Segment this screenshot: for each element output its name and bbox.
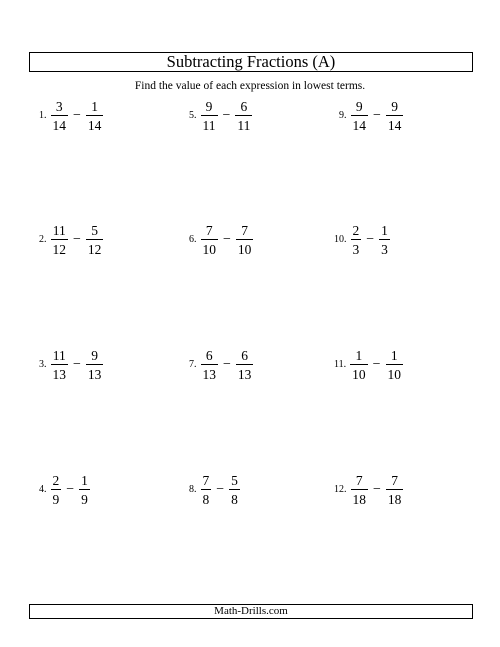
numerator: 9 (391, 99, 399, 114)
fraction-a (51, 223, 69, 257)
minus-sign: − (73, 357, 81, 372)
fraction-a (201, 223, 219, 257)
denominator: 10 (202, 242, 216, 257)
problem-number: 3. (39, 359, 47, 370)
fraction-bar (51, 115, 69, 116)
denominator: 9 (81, 492, 88, 507)
fraction-a (351, 223, 362, 257)
problem-3 (39, 345, 103, 385)
problem-number: 2. (39, 234, 47, 245)
denominator: 12 (52, 242, 66, 257)
fraction-a (351, 99, 369, 133)
fraction-bar (350, 364, 368, 365)
problem-number: 4. (39, 484, 47, 495)
fraction-b (86, 348, 104, 382)
fraction-bar (386, 115, 404, 116)
numerator: 5 (91, 223, 99, 238)
fraction-bar (201, 239, 219, 240)
fraction-a (201, 99, 218, 133)
denominator: 13 (202, 367, 216, 382)
minus-sign: − (223, 357, 231, 372)
numerator: 6 (241, 348, 249, 363)
fraction-b (229, 473, 240, 507)
fraction-bar (79, 489, 90, 490)
numerator: 1 (390, 348, 398, 363)
numerator: 3 (55, 99, 63, 114)
problem-number: 10. (334, 234, 347, 245)
fraction-bar (201, 489, 212, 490)
denominator: 13 (237, 367, 252, 382)
instructions: Find the value of each expression in lowest terms. (134, 80, 366, 92)
fraction-b (236, 223, 254, 257)
fraction-bar (351, 489, 369, 490)
numerator: 11 (52, 223, 66, 238)
fraction-a (351, 473, 369, 507)
fraction-b (386, 99, 404, 133)
denominator: 13 (87, 367, 102, 382)
numerator: 1 (355, 348, 363, 363)
fraction-bar (51, 364, 69, 365)
problem-number: 1. (39, 110, 47, 121)
fraction-bar (86, 115, 104, 116)
problem-number: 8. (189, 484, 197, 495)
fraction-a (201, 473, 212, 507)
fraction-a (350, 348, 368, 382)
problem-number: 9. (339, 110, 347, 121)
fraction-b (86, 223, 104, 257)
numerator: 6 (205, 348, 213, 363)
minus-sign: − (73, 232, 81, 247)
fraction-bar (379, 239, 390, 240)
minus-sign: − (373, 482, 381, 497)
minus-sign: − (366, 232, 375, 247)
denominator: 3 (352, 242, 360, 257)
minus-sign: − (372, 357, 381, 372)
denominator: 10 (387, 367, 402, 382)
fraction-bar (201, 364, 219, 365)
minus-sign: − (223, 232, 231, 247)
denominator: 18 (352, 492, 366, 507)
numerator: 2 (52, 473, 60, 488)
numerator: 11 (52, 348, 66, 363)
footer-site-name: Math-Drills.com (29, 604, 473, 619)
numerator: 1 (91, 99, 99, 114)
denominator: 10 (237, 242, 252, 257)
numerator: 7 (202, 473, 210, 488)
numerator: 9 (91, 348, 99, 363)
numerator: 7 (355, 473, 363, 488)
fraction-bar (86, 239, 104, 240)
minus-sign: − (73, 108, 81, 123)
fraction-bar (351, 115, 369, 116)
denominator: 9 (52, 492, 60, 507)
fraction-a (51, 473, 62, 507)
fraction-bar (229, 489, 240, 490)
fraction-b (386, 348, 404, 382)
denominator: 14 (52, 118, 66, 133)
fraction-a (201, 348, 219, 382)
numerator: 1 (81, 473, 88, 488)
numerator: 1 (381, 223, 388, 238)
fraction-a (51, 99, 69, 133)
problem-11 (334, 345, 403, 385)
denominator: 14 (387, 118, 402, 133)
problem-number: 7. (189, 359, 197, 370)
fraction-b (236, 348, 254, 382)
fraction-b (235, 99, 252, 133)
fraction-bar (236, 239, 254, 240)
denominator: 14 (352, 118, 366, 133)
problem-12 (334, 470, 403, 510)
denominator: 11 (237, 118, 251, 133)
fraction-bar (386, 489, 404, 490)
denominator: 11 (202, 118, 216, 133)
denominator: 14 (87, 118, 102, 133)
numerator: 6 (240, 99, 248, 114)
problem-number: 6. (189, 234, 197, 245)
fraction-bar (86, 364, 104, 365)
numerator: 7 (241, 223, 249, 238)
fraction-b (79, 473, 90, 507)
fraction-b (86, 99, 104, 133)
problem-2 (39, 220, 103, 260)
problem-5 (189, 96, 252, 136)
problem-number: 12. (334, 484, 347, 495)
numerator: 5 (231, 473, 238, 488)
problem-4 (39, 470, 90, 510)
problem-6 (189, 220, 253, 260)
fraction-bar (236, 364, 254, 365)
fraction-bar (201, 115, 218, 116)
problem-1 (39, 96, 103, 136)
denominator: 8 (202, 492, 210, 507)
problem-9 (339, 96, 403, 136)
fraction-bar (386, 364, 404, 365)
fraction-bar (51, 489, 62, 490)
fraction-bar (51, 239, 69, 240)
problem-10 (334, 220, 390, 260)
fraction-b (379, 223, 390, 257)
fraction-b (386, 473, 404, 507)
minus-sign: − (66, 482, 75, 497)
fraction-a (51, 348, 69, 382)
minus-sign: − (222, 108, 231, 123)
numerator: 7 (391, 473, 399, 488)
problem-number: 5. (189, 110, 197, 121)
numerator: 7 (205, 223, 213, 238)
numerator: 9 (355, 99, 363, 114)
minus-sign: − (373, 108, 381, 123)
denominator: 8 (231, 492, 238, 507)
problem-7 (189, 345, 253, 385)
minus-sign: − (216, 482, 225, 497)
fraction-bar (235, 115, 252, 116)
numerator: 2 (352, 223, 360, 238)
problem-8 (189, 470, 240, 510)
denominator: 3 (381, 242, 388, 257)
denominator: 12 (87, 242, 102, 257)
denominator: 10 (352, 367, 366, 382)
fraction-bar (351, 239, 362, 240)
worksheet-title: Subtracting Fractions (A) (29, 52, 473, 72)
numerator: 9 (205, 99, 213, 114)
problem-number: 11. (334, 359, 347, 370)
denominator: 18 (387, 492, 402, 507)
denominator: 13 (52, 367, 66, 382)
